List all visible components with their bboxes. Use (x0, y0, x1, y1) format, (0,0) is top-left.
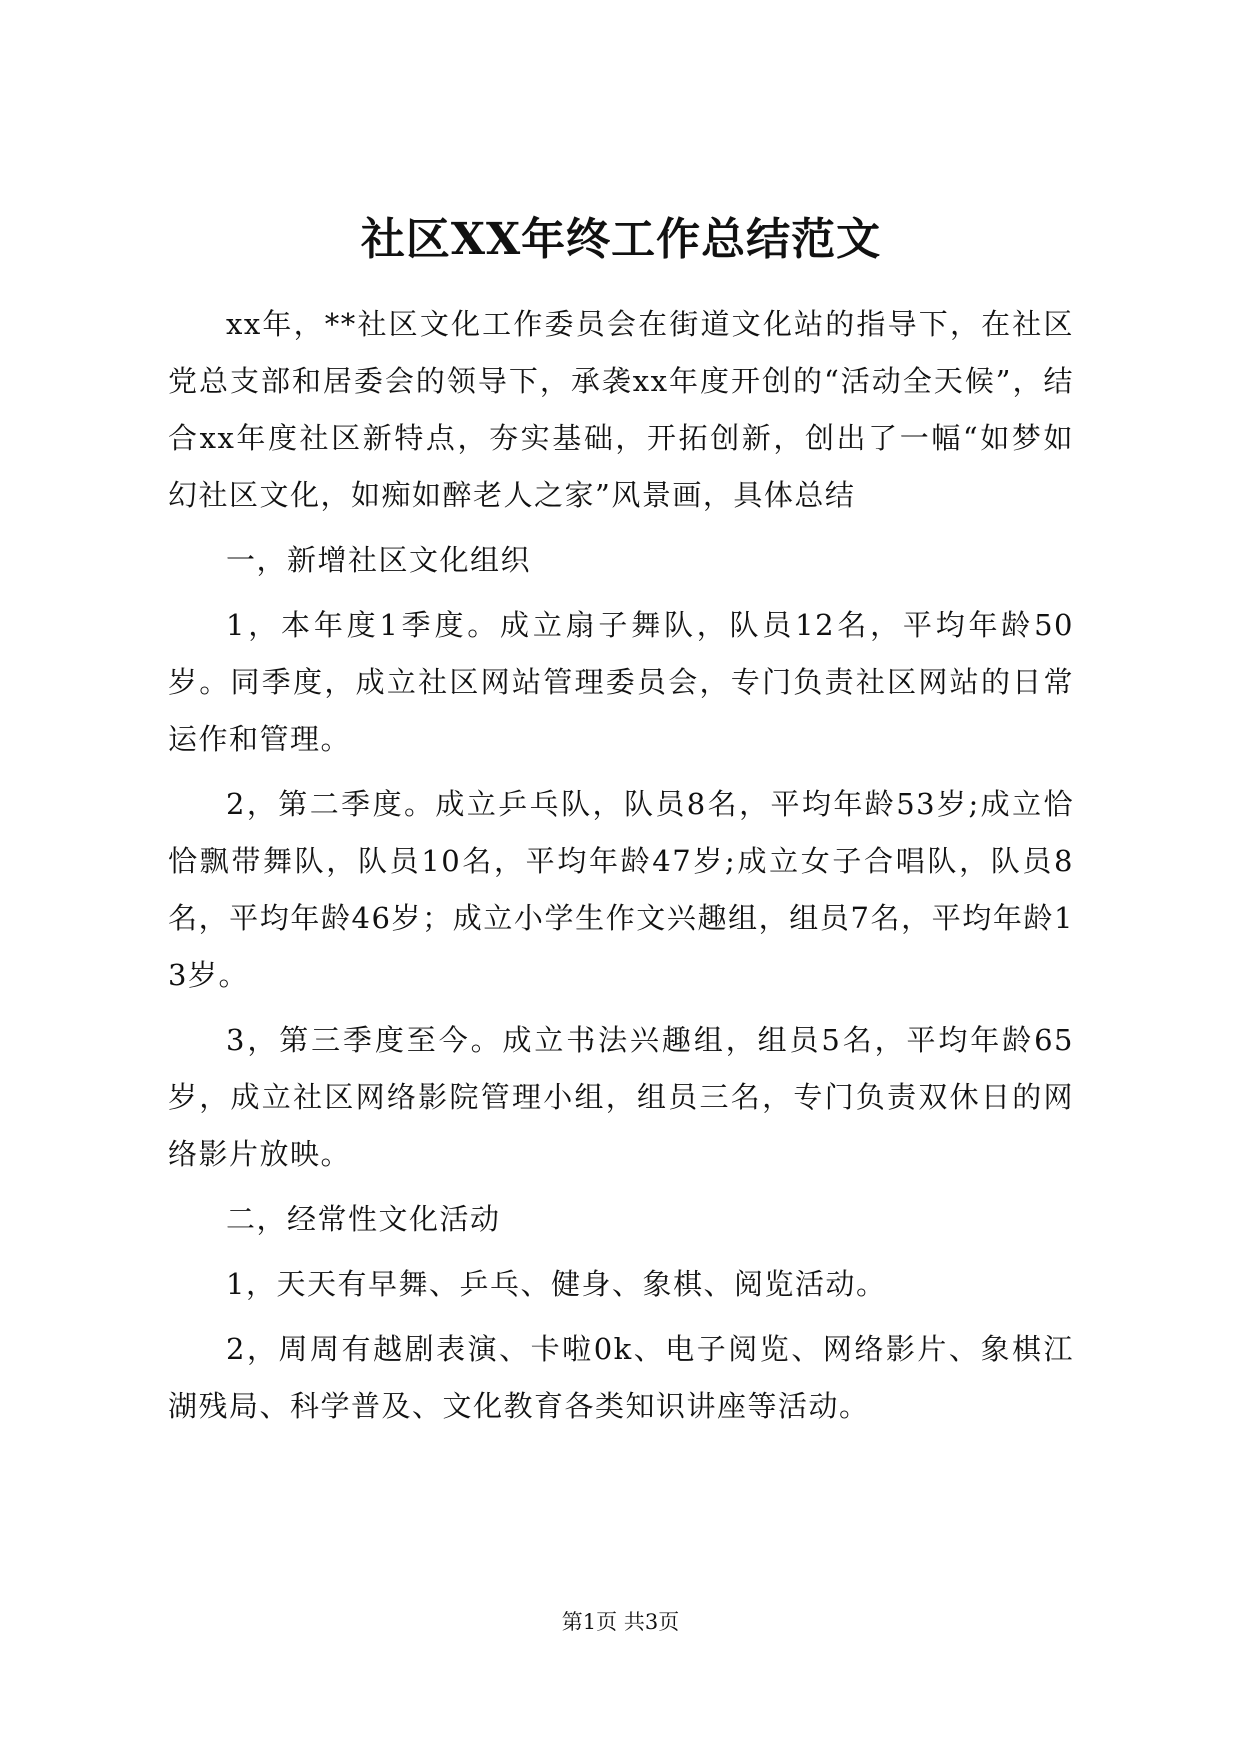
paragraph-first-quarter: 1，本年度1季度。成立扇子舞队，队员12名，平均年龄50岁。同季度，成立社区网站管理委员会，专门负责社区网站的日常运作和管理。 (168, 608, 1074, 756)
page-number-footer: 第1页 共3页 (561, 1610, 680, 1634)
paragraph-intro: xx年，**社区文化工作委员会在街道文化站的指导下，在社区党总支部和居委会的领导下，承袭xx年度开创的“活动全天候”，结合xx年度社区新特点，夯实基础，开拓创新，创出了一幅“如梦如幻社区文化，如痴如醉老人之家”风景画，具体总结 (168, 307, 1074, 512)
paragraph-third-quarter: 3，第三季度至今。成立书法兴趣组，组员5名，平均年龄65岁，成立社区网络影院管理小组，组员三名，专门负责双休日的网络影片放映。 (168, 1023, 1074, 1171)
paragraph-daily-activities: 1，天天有早舞、乒乓、健身、象棋、阅览活动。 (226, 1267, 887, 1301)
section-heading-regular-activities: 二，经常性文化活动 (226, 1202, 501, 1236)
paragraph-second-quarter: 2，第二季度。成立乒乓队，队员8名，平均年龄53岁;成立恰恰飘带舞队，队员10名，平均年龄47岁;成立女子合唱队，队员8名，平均年龄46岁；成立小学生作文兴趣组，组员7名，平均年龄13岁。 (168, 787, 1074, 992)
section-heading-new-organizations: 一，新增社区文化组织 (226, 543, 532, 577)
document-body (168, 210, 1074, 1443)
document-title: 社区XX年终工作总结范文 (360, 214, 882, 265)
paragraph-weekly-activities: 2，周周有越剧表演、卡啦0k、电子阅览、网络影片、象棋江湖残局、科学普及、文化教育各类知识讲座等活动。 (168, 1332, 1074, 1423)
